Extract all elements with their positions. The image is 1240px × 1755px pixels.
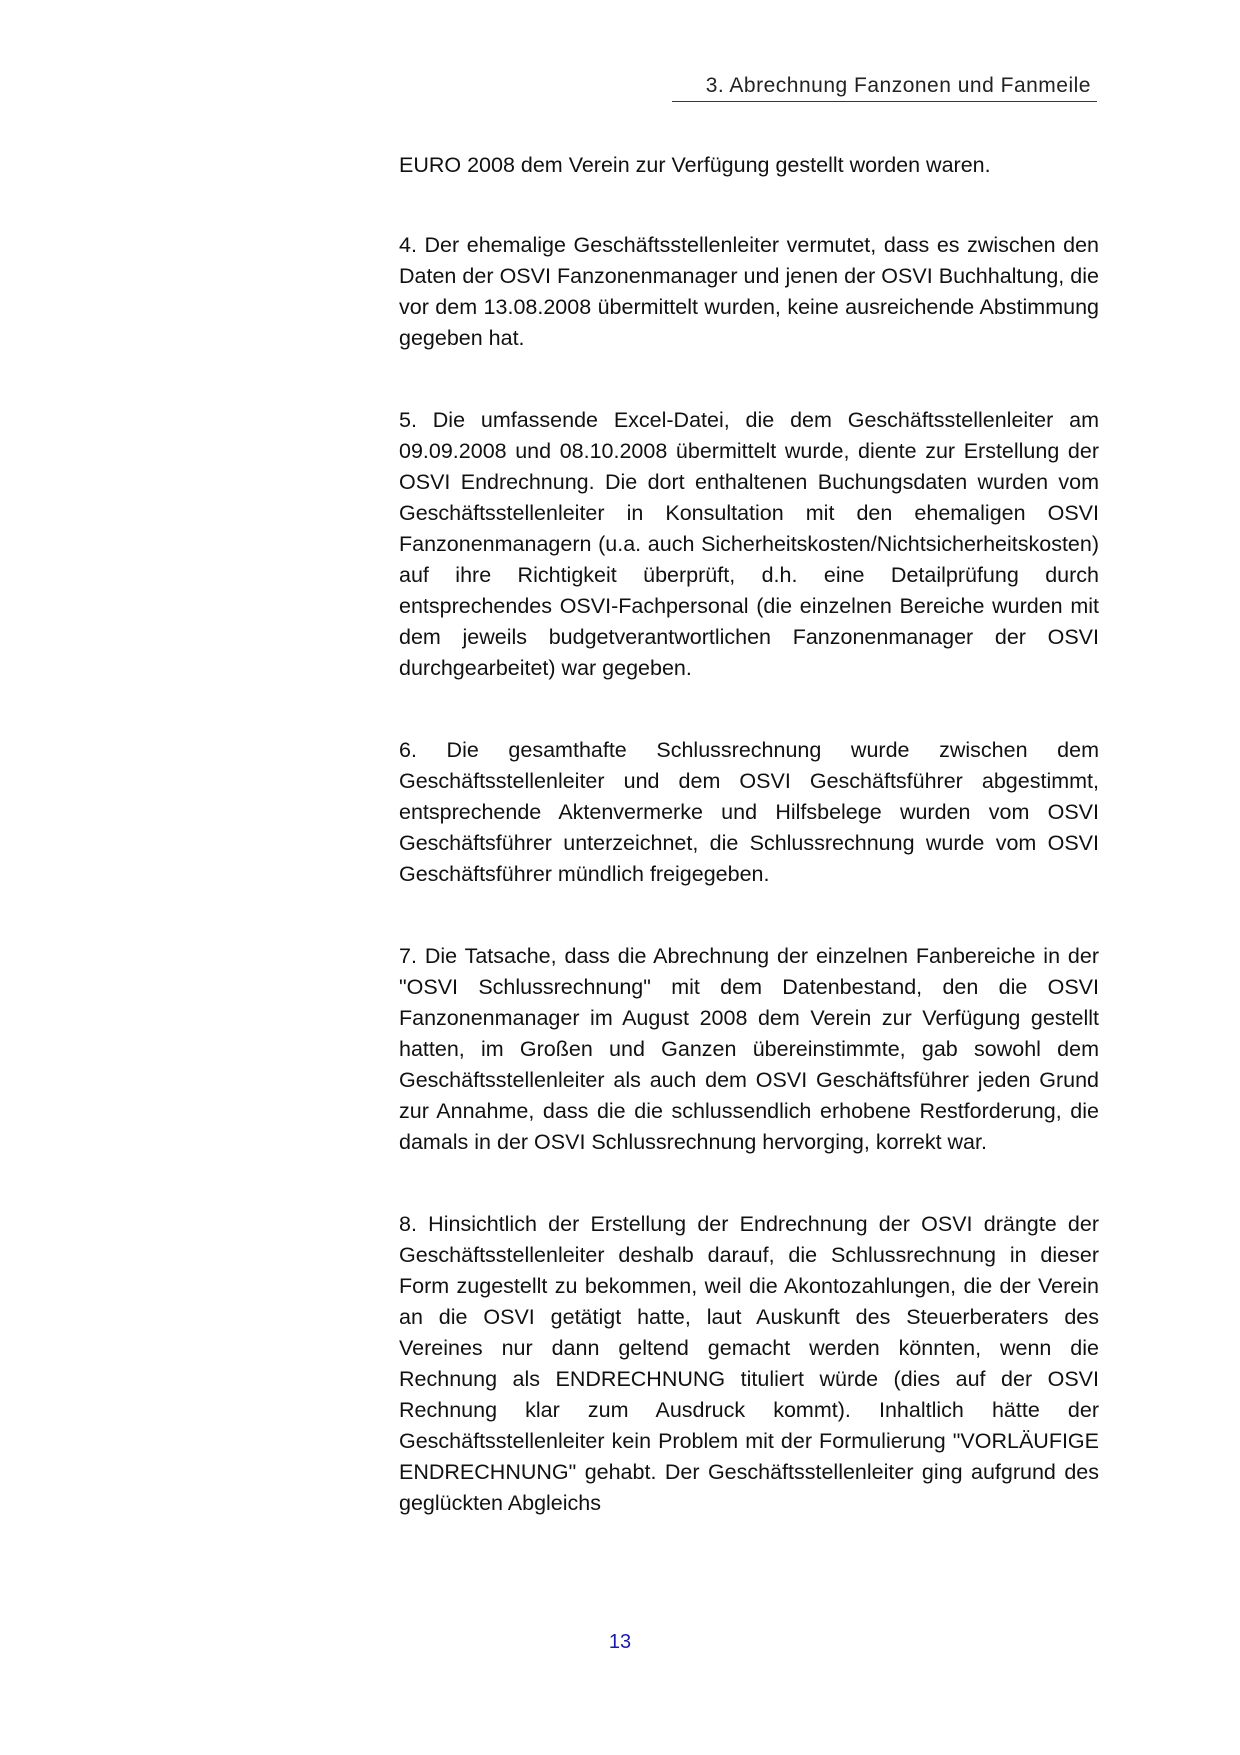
paragraph-7: 7. Die Tatsache, dass die Abrechnung der einzelnen Fanbereiche in der "OSVI Schlussrechnung" mit dem Datenbestand, den die OSVI Fanzonenmanager im August 2008 dem Verein zur Verfügung gestellt hatten, im Großen und Ganzen übereinstimmte, gab sowohl dem Geschäftsstellenleiter als auch dem OSVI Geschäftsführer jeden Grund zur Annahme, dass die die schlussendlich erhobene Restforderung, die damals in der OSVI Schlussrechnung hervorging, korrekt war. [399, 944, 1099, 1154]
paragraph-5: 5. Die umfassende Excel-Datei, die dem Geschäftsstellenleiter am 09.09.2008 und 08.10.2008 übermittelt wurde, diente zur Erstellung der OSVI Endrechnung. Die dort enthaltenen Buchungsdaten wurden vom Geschäftsstellenleiter in Konsultation mit den ehemaligen OSVI Fanzonenmanagern (u.a. auch Sicherheitskosten/Nichtsicherheitskosten) auf ihre Richtigkeit überprüft, d.h. eine Detailprüfung durch entsprechendes OSVI-Fachpersonal (die einzelnen Bereiche wurden mit dem jeweils budgetverantwortlichen Fanzonenmanager der OSVI durchgearbeitet) war gegeben. [399, 408, 1099, 680]
paragraph-continuation: EURO 2008 dem Verein zur Verfügung gestellt worden waren. [399, 153, 991, 177]
page-header [672, 72, 1097, 102]
document-body [399, 150, 1099, 1519]
section-title: 3. Abrechnung Fanzonen und Fanmeile [705, 74, 1091, 97]
paragraph-6: 6. Die gesamthafte Schlussrechnung wurde zwischen dem Geschäftsstellenleiter und dem OSVI Geschäftsführer abgestimmt, entsprechende Aktenvermerke und Hilfsbelege wurden vom OSVI Geschäftsführer unterzeichnet, die Schlussrechnung wurde vom OSVI Geschäftsführer mündlich freigegeben. [399, 738, 1099, 886]
paragraph-8: 8. Hinsichtlich der Erstellung der Endrechnung der OSVI drängte der Geschäftsstellenleiter deshalb darauf, die Schlussrechnung in dieser Form zugestellt zu bekommen, weil die Akontozahlungen, die der Verein an die OSVI getätigt hatte, laut Auskunft des Steuerberaters des Vereines nur dann geltend gemacht werden könnten, wenn die Rechnung als ENDRECHNUNG tituliert würde (dies auf der OSVI Rechnung klar zum Ausdruck kommt). Inhaltlich hätte der Geschäftsstellenleiter kein Problem mit der Formulierung "VORLÄUFIGE ENDRECHNUNG" gehabt. Der Geschäftsstellenleiter ging aufgrund des geglückten Abgleichs [399, 1212, 1099, 1515]
page-number: 13 [608, 1631, 632, 1653]
paragraph-4: 4. Der ehemalige Geschäftsstellenleiter vermutet, dass es zwischen den Daten der OSVI Fanzonenmanager und jenen der OSVI Buchhaltung, die vor dem 13.08.2008 übermittelt wurden, keine ausreichende Abstimmung gegeben hat. [399, 233, 1099, 350]
